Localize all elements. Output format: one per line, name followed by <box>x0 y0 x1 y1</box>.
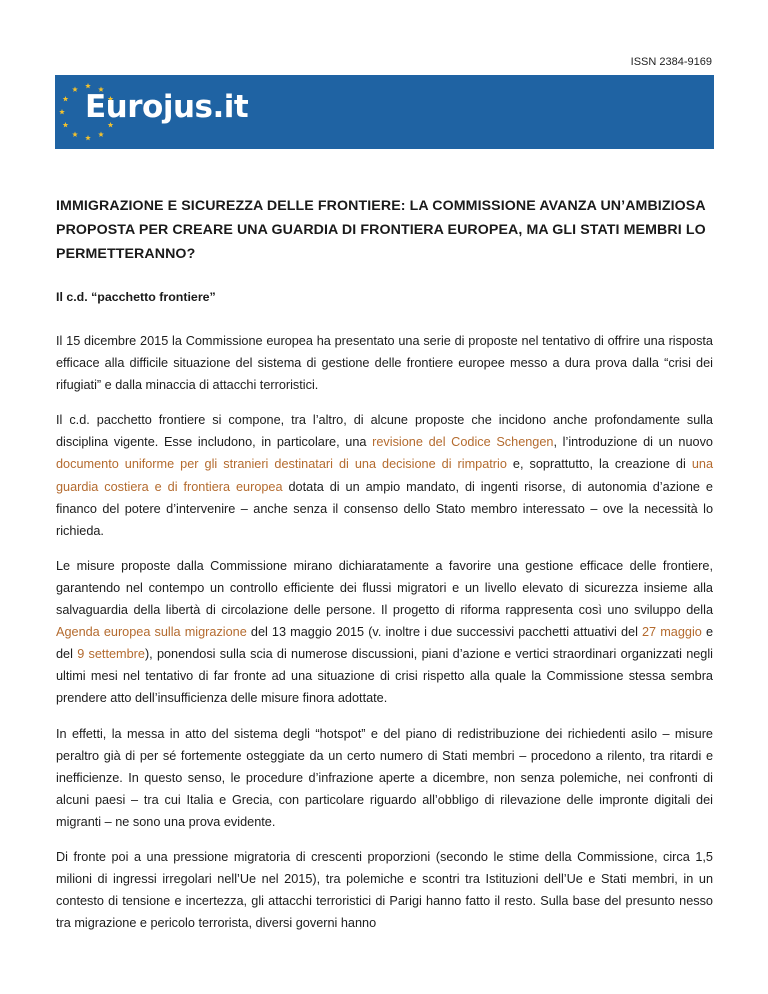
paragraph-3 <box>56 555 713 710</box>
issn-label: ISSN 2384-9169 <box>630 56 712 68</box>
link-agenda-migrazione[interactable]: Agenda europea sulla migrazione <box>56 625 247 640</box>
text-span: Il c.d. pacchetto frontiere si compone, tra l’altro, di alcune proposte che incidono anche profondamente sulla disciplina vigente. Esse includono, in particolare, una <box>56 413 713 450</box>
header-banner <box>55 75 714 149</box>
text-span: dotata di un ampio mandato, di ingenti risorse, di autonomia d’azione e financo del potere d’intervenire – anche senza il consenso dello Stato membro interessato – ove la necessità lo richieda. <box>56 479 713 538</box>
text-span: del 13 maggio 2015 (v. inoltre i due successivi pacchetti attuativi del <box>246 625 642 640</box>
star-icon <box>59 109 65 114</box>
article-title: IMMIGRAZIONE E SICUREZZA DELLE FRONTIERE: LA COMMISSIONE AVANZA UN’AMBIZIOSA PROPOSTA PER CREARE UNA GUARDIA DI FRONTIERA EUROPEA, MA GLI STATI MEMBRI LO PERMETTERANNO? <box>56 198 706 262</box>
article-body <box>56 330 713 947</box>
link-9-settembre[interactable]: 9 settembre <box>77 647 145 662</box>
star-icon <box>72 86 78 91</box>
link-27-maggio[interactable]: 27 maggio <box>642 625 702 640</box>
paragraph-4: In effetti, la messa in atto del sistema degli “hotspot” e del piano di redistribuzione dei richiedenti asilo – misure peraltro già di per sé fortemente osteggiate da un certo numero di Stati membri – procedono a rilento, tra ritardi e inefficienze. In questo senso, le procedure d’infrazione aperte a dicembre, non senza polemiche, nei confronti di alcuni paesi – tra cui Italia e Grecia, con particolare riguardo all’obbligo di rilevazione delle impronte digitali dei migranti – ne sono una prova evidente. <box>56 726 713 829</box>
star-icon <box>98 132 104 137</box>
text-span: e, soprattutto, la creazione di <box>506 457 692 472</box>
site-logo[interactable]: Eurojus.it <box>85 89 249 125</box>
text-span: Le misure proposte dalla Commissione mirano dichiaratamente a favorire una gestione efficace delle frontiere, garantendo nel contempo un controllo efficiente dei flussi migratori e un livello elevato di sicurezza insieme alla salvaguardia della libertà di circolazione delle persone. Il progetto di riforma rappresenta così uno sviluppo della <box>56 558 713 618</box>
paragraph-2 <box>56 409 713 542</box>
section-heading: Il c.d. “pacchetto frontiere” <box>56 290 216 304</box>
link-codice-schengen[interactable]: revisione del Codice Schengen <box>372 435 554 450</box>
paragraph-1: Il 15 dicembre 2015 la Commissione europea ha presentato una serie di proposte nel tentativo di offrire una risposta efficace alla difficile situazione del sistema di gestione delle frontiere europee messo a dura prova dalla “crisi dei rifugiati” e dalla minaccia di attacchi terroristici. <box>56 334 713 393</box>
star-icon <box>85 83 91 88</box>
text-span: , l’introduzione di un nuovo <box>553 435 713 450</box>
text-span: e del <box>56 625 714 662</box>
star-icon <box>63 122 69 127</box>
star-icon <box>63 96 69 101</box>
link-guardia-costiera[interactable]: una guardia costiera e di frontiera europea <box>56 457 713 494</box>
star-icon <box>85 135 91 140</box>
text-span: ), ponendosi sulla scia di numerose discussioni, piani d’azione e vertici straordinari organizzati negli ultimi mesi nel tentativo di far fronte ad una situazione di crisi rispetto alla quale la Commissione stessa sembra prendere atto dell’insufficienza delle misure finora adottate. <box>56 647 713 706</box>
star-icon <box>72 132 78 137</box>
link-documento-uniforme[interactable]: documento uniforme per gli stranieri destinatari di una decisione di rimpatrio <box>56 457 507 472</box>
paragraph-5: Di fronte poi a una pressione migratoria di crescenti proporzioni (secondo le stime della Commissione, circa 1,5 milioni di ingressi irregolari nell’Ue nel 2015), tra polemiche e scontri tra Istituzioni dell’Ue e Stati membri, in un contesto di tensione e incertezza, gli attacchi terroristici di Parigi hanno fatto il resto. Sulla base del presunto nesso tra migrazione e pericolo terrorista, diversi governi hanno <box>56 849 713 931</box>
